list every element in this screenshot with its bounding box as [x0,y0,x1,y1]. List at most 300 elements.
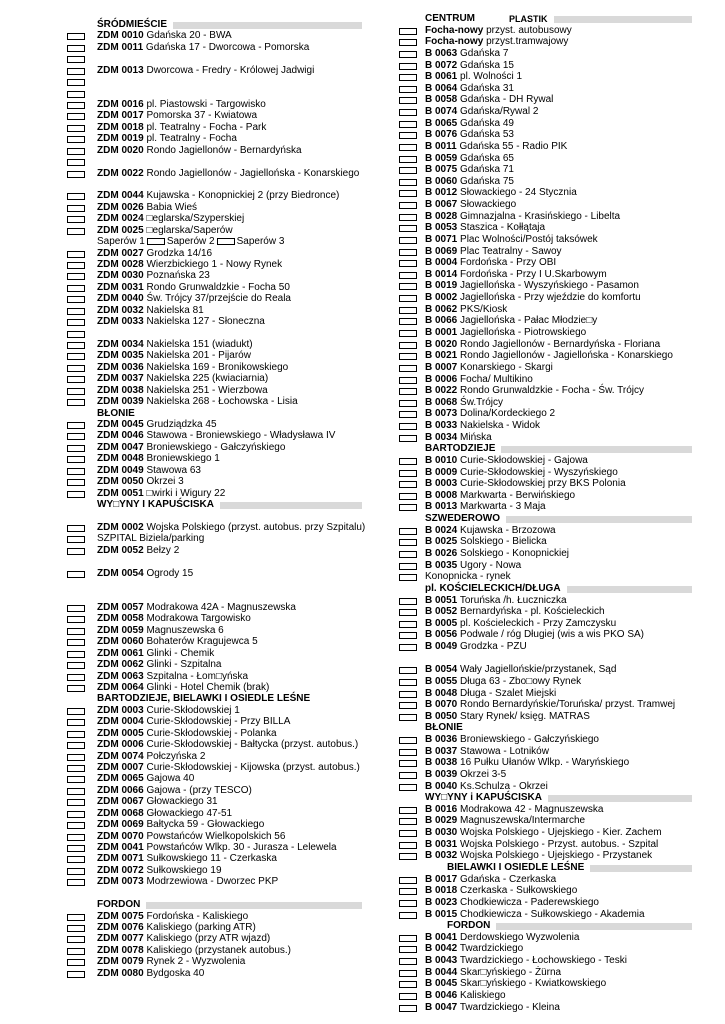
checkbox[interactable] [67,879,85,886]
item-address: Wojska Polskiego - Przyst. autobus. - Szpital [460,838,659,850]
checkbox[interactable] [399,830,417,837]
item-code: B 0071 [425,233,458,245]
checkbox[interactable] [399,691,417,698]
checkbox[interactable] [67,79,85,86]
item-text [425,211,620,223]
checkbox[interactable] [67,571,85,578]
checkbox[interactable] [399,702,417,709]
checkbox[interactable] [399,621,417,628]
item-code: ZDM 0079 [97,956,144,968]
list-item [396,874,716,886]
item-address: Gdańska/Rywal 2 [460,106,539,118]
item-code: B 0058 [425,94,458,106]
item-text [425,769,506,781]
checkbox[interactable] [67,834,85,841]
item-address: Nakielska 81 [146,304,204,316]
item-code: B 0014 [425,268,458,280]
item-address: Kaliskiego (przystanek autobus.) [146,944,291,956]
item-address: Gdańska 31 [460,82,514,94]
item-text [97,613,251,625]
list-item [396,618,716,630]
item-code: ZDM 0065 [97,773,144,785]
item-code: ZDM 0031 [97,281,144,293]
checkbox[interactable] [67,113,85,120]
list-item [0,430,370,442]
checkbox[interactable] [67,273,85,280]
list-item [0,716,370,728]
list-item[interactable] [0,53,370,65]
item-text [97,476,184,488]
checkbox[interactable] [399,807,417,814]
checkbox[interactable] [399,283,417,290]
checkbox[interactable] [399,714,417,721]
checkbox[interactable] [399,260,417,267]
checkbox[interactable] [399,423,417,430]
checkbox[interactable] [67,205,85,212]
item-code: B 0043 [425,955,458,967]
list-item[interactable] [0,88,370,100]
checkbox[interactable] [399,74,417,81]
list-item [396,699,716,711]
checkbox[interactable] [67,936,85,943]
checkbox[interactable] [399,458,417,465]
item-code: B 0038 [425,757,458,769]
checkbox[interactable] [67,45,85,52]
checkbox[interactable] [399,330,417,337]
checkbox[interactable] [67,125,85,132]
checkbox[interactable] [399,563,417,570]
checkbox[interactable] [67,456,85,463]
list-item [396,48,716,60]
item-address: Derdowskiego Wyzwolenia [460,931,580,943]
checkbox[interactable] [399,1005,417,1012]
checkbox[interactable] [67,628,85,635]
checkbox[interactable] [67,56,85,63]
checkbox[interactable] [67,776,85,783]
checkbox[interactable] [67,639,85,646]
checkbox[interactable] [67,765,85,772]
item-address: Markwarta - Berwińskiego [460,489,576,501]
checkbox[interactable] [67,399,85,406]
checkbox[interactable] [399,632,417,639]
checkbox[interactable] [67,33,85,40]
checkbox[interactable] [399,167,417,174]
checkbox[interactable] [67,365,85,372]
item-text [97,716,290,728]
checkbox[interactable] [147,238,165,245]
checkbox[interactable] [67,193,85,200]
checkbox[interactable] [67,422,85,429]
checkbox[interactable] [67,285,85,292]
item-text [425,129,514,141]
checkbox[interactable] [399,993,417,1000]
item-code: ZDM 0011 [97,41,144,53]
item-code: ZDM 0024 [97,213,144,225]
checkbox[interactable] [399,132,417,139]
list-item [0,396,370,408]
item-code: B 0059 [425,152,458,164]
checkbox[interactable] [399,539,417,546]
item-text [97,762,360,774]
checkbox[interactable] [399,190,417,197]
checkbox[interactable] [399,737,417,744]
checkbox[interactable] [399,377,417,384]
checkbox[interactable] [67,731,85,738]
item-text [97,831,285,843]
item-code: ZDM 0061 [97,647,144,659]
item-code: B 0074 [425,106,458,118]
item-text [425,222,545,234]
item-text [425,118,514,130]
checkbox[interactable] [67,353,85,360]
checkbox[interactable] [399,504,417,511]
item-address: Solskiego - Konopnickiej [460,547,569,559]
list-item [396,536,716,548]
checkbox[interactable] [399,237,417,244]
checkbox[interactable] [399,388,417,395]
checkbox[interactable] [67,262,85,269]
checkbox[interactable] [399,109,417,116]
checkbox[interactable] [67,811,85,818]
checkbox[interactable] [67,799,85,806]
checkbox[interactable] [67,685,85,692]
list-item [396,548,716,560]
checkbox[interactable] [67,433,85,440]
checkbox[interactable] [399,470,417,477]
checkbox[interactable] [67,856,85,863]
checkbox[interactable] [67,445,85,452]
list-item [396,211,716,223]
list-item [0,533,370,545]
item-code: B 0009 [425,466,458,478]
item-text [425,595,567,607]
checkbox[interactable] [67,948,85,955]
list-item [396,746,716,758]
item-text [97,442,285,454]
checkbox[interactable] [399,86,417,93]
checkbox[interactable] [67,788,85,795]
item-text [97,465,201,477]
item-text [425,362,553,374]
checkbox[interactable] [67,342,85,349]
checkbox[interactable] [399,214,417,221]
checkbox[interactable] [399,272,417,279]
checkbox[interactable] [67,708,85,715]
item-address: Ugory - Nowa [460,559,522,571]
list-item [396,909,716,921]
item-address: Pomorska 37 - Kwiatowa [146,110,258,122]
item-text [425,25,572,37]
item-code: B 0028 [425,210,458,222]
checkbox[interactable] [399,981,417,988]
checkbox[interactable] [399,225,417,232]
checkbox[interactable] [67,376,85,383]
item-address: Rondo Jagiellonów - Jagiellońska - Konarskiego [460,350,673,362]
checkbox[interactable] [67,468,85,475]
list-item [0,30,370,42]
item-address: pl. Teatralny - Focha [146,133,237,145]
checkbox[interactable] [399,144,417,151]
checkbox[interactable] [399,679,417,686]
item-text [97,751,205,763]
checkbox[interactable] [399,97,417,104]
item-address: Magnuszewska 6 [146,624,224,636]
checkbox[interactable] [399,818,417,825]
item-code: ZDM 0049 [97,464,144,476]
item-address: SZPITAL Biziela/parking [97,533,205,545]
list-item [0,808,370,820]
checkbox[interactable] [67,171,85,178]
checkbox[interactable] [67,388,85,395]
list-item [396,967,716,979]
item-address: Wojska Polskiego (przyst. autobus. przy Szpitalu) [146,521,366,533]
item-text [97,339,253,351]
checkbox[interactable] [399,528,417,535]
list-item[interactable] [0,156,370,168]
checkbox[interactable] [399,493,417,500]
list-item [396,222,716,234]
list-item [0,865,370,877]
checkbox[interactable] [399,411,417,418]
item-text [425,641,527,653]
checkbox[interactable] [67,216,85,223]
checkbox[interactable] [67,102,85,109]
checkbox[interactable] [67,159,85,166]
item-text [425,909,645,921]
checkbox[interactable] [67,925,85,932]
list-item [396,327,716,339]
list-item [396,280,716,292]
item-address: Gdańska 71 [460,164,514,176]
item-address: Kaliskiego (przy ATR wjazd) [146,933,271,945]
checkbox[interactable] [67,308,85,315]
item-text [97,636,258,648]
checkbox[interactable] [399,400,417,407]
checkbox[interactable] [399,63,417,70]
item-address: Broniewskiego 1 [146,453,220,465]
item-code: B 0005 [425,617,458,629]
checkbox[interactable] [399,749,417,756]
checkbox[interactable] [67,662,85,669]
item-text [97,968,204,980]
section-subtitle: PLASTIK [509,14,548,24]
checkbox[interactable] [399,435,417,442]
checkbox[interactable] [399,574,417,581]
checkbox[interactable] [67,754,85,761]
checkbox[interactable] [399,935,417,942]
list-item [396,525,716,537]
item-code: B 0010 [425,454,458,466]
checkbox[interactable] [399,970,417,977]
checkbox[interactable] [399,156,417,163]
list-item [0,659,370,671]
checkbox[interactable] [67,331,85,338]
item-address: Rynek 2 - Wyzwolenia [146,956,246,968]
list-item [0,339,370,351]
item-text [97,305,204,317]
checkbox[interactable] [399,365,417,372]
item-text [97,430,335,442]
checkbox[interactable] [399,784,417,791]
item-address: przyst.tramwajowy [486,36,569,48]
list-item [396,955,716,967]
checkbox[interactable] [67,719,85,726]
item-address: Kujawska - Konopnickiej 2 (przy Biedronce) [146,190,340,202]
checkbox[interactable] [399,551,417,558]
list-item [0,168,370,180]
checkbox[interactable] [399,121,417,128]
checkbox[interactable] [67,971,85,978]
checkbox[interactable] [399,958,417,965]
checkbox[interactable] [67,868,85,875]
checkbox[interactable] [399,609,417,616]
checkbox[interactable] [67,651,85,658]
checkbox[interactable] [399,644,417,651]
checkbox[interactable] [67,536,85,543]
checkbox[interactable] [399,667,417,674]
item-text [425,827,662,839]
item-code: B 0012 [425,187,458,199]
item-text [425,525,556,537]
item-address: Gimnazjalna - Krasińskiego - Libelta [460,210,621,222]
checkbox[interactable] [67,822,85,829]
section-header [396,583,716,595]
item-code: ZDM 0018 [97,121,144,133]
checkbox[interactable] [399,946,417,953]
checkbox[interactable] [67,491,85,498]
checkbox[interactable] [67,548,85,555]
item-code: B 0065 [425,117,458,129]
checkbox[interactable] [399,51,417,58]
item-code: ZDM 0058 [97,613,144,625]
item-text [425,153,514,165]
item-text [425,234,598,246]
list-item [396,153,716,165]
checkbox[interactable] [67,616,85,623]
list-item [0,831,370,843]
checkbox[interactable] [399,760,417,767]
item-code: ZDM 0006 [97,739,144,751]
item-text [425,932,579,944]
item-address: Szpitalna - Łom□yńska [146,670,249,682]
item-code: ZDM 0002 [97,521,144,533]
checkbox[interactable] [67,914,85,921]
list-item [0,133,370,145]
checkbox[interactable] [67,674,85,681]
item-code: B 0053 [425,222,458,234]
checkbox[interactable] [67,91,85,98]
item-code: ZDM 0003 [97,704,144,716]
item-address: pl. Piastowski - Targowisko [146,99,266,110]
list-item [396,641,716,653]
checkbox[interactable] [67,296,85,303]
list-item [0,236,370,248]
item-code: ZDM 0062 [97,659,144,671]
list-item [0,42,370,54]
checkbox[interactable] [67,251,85,258]
checkbox[interactable] [399,888,417,895]
checkbox[interactable] [399,249,417,256]
checkbox[interactable] [399,202,417,209]
checkbox[interactable] [67,959,85,966]
checkbox[interactable] [67,845,85,852]
item-text [425,757,629,769]
checkbox[interactable] [399,481,417,488]
item-code: B 0037 [425,745,458,757]
checkbox[interactable] [399,912,417,919]
item-text [425,339,660,351]
item-address: Kujawska - Brzozowa [460,524,556,536]
checkbox[interactable] [399,295,417,302]
checkbox[interactable] [217,238,235,245]
checkbox[interactable] [399,772,417,779]
saper-label: Saperów 3 [236,236,285,248]
list-item [0,259,370,271]
list-item[interactable] [0,328,370,340]
list-item [396,885,716,897]
checkbox[interactable] [399,598,417,605]
checkbox[interactable] [399,307,417,314]
item-code: B 0007 [425,361,458,373]
item-address: Sułkowskiego 19 [146,864,222,876]
section-bar [146,902,362,909]
checkbox[interactable] [399,318,417,325]
checkbox[interactable] [399,877,417,884]
item-address: Curie-Skłodowskiej - Polanka [146,727,277,739]
item-code: B 0022 [425,385,458,397]
saper-group [97,236,284,248]
item-address: Nakielska 201 - Pijarów [146,350,251,362]
checkbox[interactable] [67,148,85,155]
checkbox[interactable] [67,479,85,486]
item-text [425,246,562,258]
item-address: Czerkaska - Sułkowskiego [460,885,578,897]
checkbox[interactable] [399,900,417,907]
list-item [396,629,716,641]
checkbox[interactable] [399,353,417,360]
item-address: Głowackiego 47-51 [146,807,233,819]
item-code: ZDM 0051 [97,487,144,499]
checkbox[interactable] [67,228,85,235]
item-address: Babia Wieś [146,201,198,213]
checkbox[interactable] [399,28,417,35]
item-text [425,141,567,153]
checkbox[interactable] [399,39,417,46]
checkbox[interactable] [399,342,417,349]
checkbox[interactable] [67,68,85,75]
checkbox[interactable] [67,605,85,612]
item-address: Chodkiewicza - Paderewskiego [460,896,599,908]
item-code: ZDM 0060 [97,636,144,648]
checkbox[interactable] [67,319,85,326]
section-title: CENTRUM [425,13,475,24]
item-text [97,133,237,145]
checkbox[interactable] [67,136,85,143]
item-code: ZDM 0054 [97,567,144,579]
section-bar [506,516,692,523]
checkbox[interactable] [399,853,417,860]
checkbox[interactable] [399,842,417,849]
item-address: Modrakowa Targowisko [146,613,251,625]
item-code: B 0047 [425,1001,458,1013]
checkbox[interactable] [67,742,85,749]
checkbox[interactable] [399,179,417,186]
item-code: ZDM 0037 [97,373,144,385]
item-code: ZDM 0034 [97,339,144,351]
checkbox[interactable] [67,525,85,532]
list-item[interactable] [0,76,370,88]
item-address: □eglarska/Saperów [146,224,233,236]
